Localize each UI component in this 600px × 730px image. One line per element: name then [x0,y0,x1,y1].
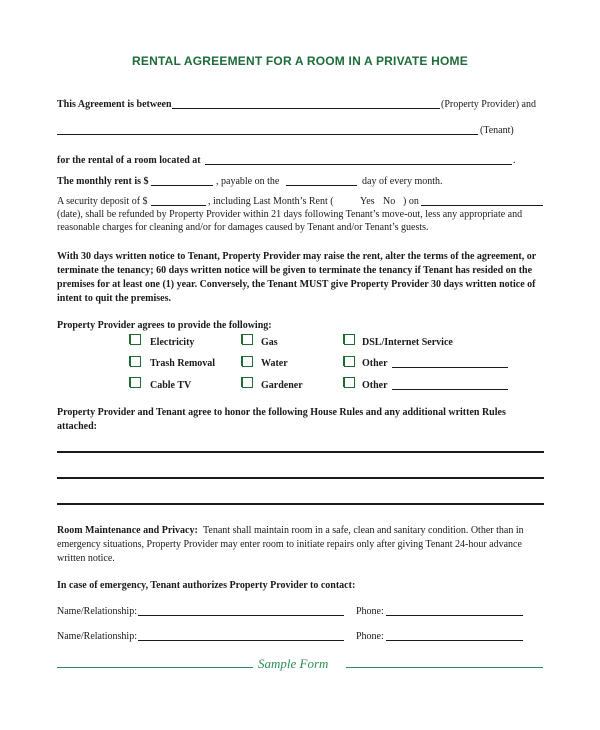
deposit-last-month-text: , including Last Month’s Rent ( [208,196,334,207]
deposit-lead: A security deposit of $ [57,196,148,207]
tenant-field[interactable] [57,134,478,135]
other-1-checkbox[interactable] [344,356,355,367]
house-rules-line-1: Property Provider and Tenant agree to honor the following House Rules and any additional written Rules [57,407,506,418]
cable-tv-checkbox[interactable] [130,377,141,388]
deposit-date-field[interactable] [421,205,543,206]
contact-2-name-field[interactable] [138,640,344,641]
house-rules-line-field-3[interactable] [57,503,544,505]
dsl-internet-checkbox[interactable] [344,334,355,345]
maintenance-line-3: written notice. [57,553,115,564]
electricity-checkbox[interactable] [130,334,141,345]
room-location-label: for the rental of a room located at [57,155,201,166]
contact-1-name-label: Name/Relationship: [57,606,137,617]
room-location-end: . [513,155,516,166]
deposit-line-2: (date), shall be refunded by Property Provider within 21 days following Tenant’s move-out, less any appropriate and [57,209,523,220]
house-rules-line-2: attached: [57,421,97,432]
provider-suffix: (Property Provider) and [441,99,536,110]
room-location-field[interactable] [205,164,512,165]
trash-removal-label: Trash Removal [150,358,216,369]
other-1-label: Other [362,358,388,369]
footer-rule-right [346,667,543,668]
deposit-no-option[interactable]: No [383,196,396,207]
contact-1-name-field[interactable] [138,615,344,616]
gas-checkbox[interactable] [242,334,253,345]
notice-line-3: premises for at least one (1) year. Conversely, the Tenant MUST give Property Provider 30 days written notice of [57,279,536,290]
contact-2-phone-field[interactable] [386,640,523,641]
notice-line-1: With 30 days written notice to Tenant, Property Provider may raise the rent, alter the terms of the agreement, or [57,251,537,262]
contact-2-phone-label: Phone: [356,631,384,642]
notice-line-2: terminate the tenancy; 60 days written notice will be given to terminate the tenancy if Tenant has resided on the [57,265,533,276]
maintenance-line-1: Tenant shall maintain room in a safe, clean and sanitary condition. Other than in [203,525,524,536]
deposit-line-3: reasonable charges for cleaning and/or for damages caused by Tenant and/or Tenant’s guests. [57,222,429,233]
parties-lead: This Agreement is between [57,99,172,110]
contact-1-phone-field[interactable] [386,615,523,616]
water-label: Water [261,358,288,369]
maintenance-heading: Room Maintenance and Privacy: [57,525,198,536]
gardener-checkbox[interactable] [242,377,253,388]
house-rules-line-field-2[interactable] [57,477,544,479]
rent-due-day-field[interactable] [286,185,357,186]
contact-2-name-label: Name/Relationship: [57,631,137,642]
rent-day-suffix: day of every month. [362,176,443,187]
notice-line-4: intent to quit the premises. [57,293,171,304]
sample-form-label: Sample Form [258,656,329,671]
other-2-label: Other [362,380,388,391]
document-title: RENTAL AGREEMENT FOR A ROOM IN A PRIVATE HOME [132,54,468,68]
cable-tv-label: Cable TV [150,380,192,391]
dsl-internet-label: DSL/Internet Service [362,337,453,348]
water-checkbox[interactable] [242,356,253,367]
deposit-yes-option[interactable]: Yes [360,196,375,207]
gardener-label: Gardener [261,380,303,391]
house-rules-line-field-1[interactable] [57,451,544,453]
other-1-field[interactable] [392,367,508,368]
monthly-rent-label: The monthly rent is $ [57,176,149,187]
utilities-heading: Property Provider agrees to provide the following: [57,320,272,331]
other-2-checkbox[interactable] [344,377,355,388]
electricity-label: Electricity [150,337,195,348]
deposit-amount-field[interactable] [151,205,206,206]
property-provider-field[interactable] [172,108,440,109]
tenant-suffix: (Tenant) [480,125,514,136]
deposit-close-text: ) on [403,196,419,207]
emergency-heading: In case of emergency, Tenant authorizes Property Provider to contact: [57,580,356,591]
other-2-field[interactable] [392,389,508,390]
gas-label: Gas [261,337,278,348]
trash-removal-checkbox[interactable] [130,356,141,367]
maintenance-line-2: emergency situations, Property Provider may enter room to initiate repairs only after giving Tenant 24-hour advance [57,539,522,550]
contact-1-phone-label: Phone: [356,606,384,617]
rent-payable-text: , payable on the [216,176,280,187]
footer-rule-left [57,667,253,668]
monthly-rent-field[interactable] [151,185,213,186]
